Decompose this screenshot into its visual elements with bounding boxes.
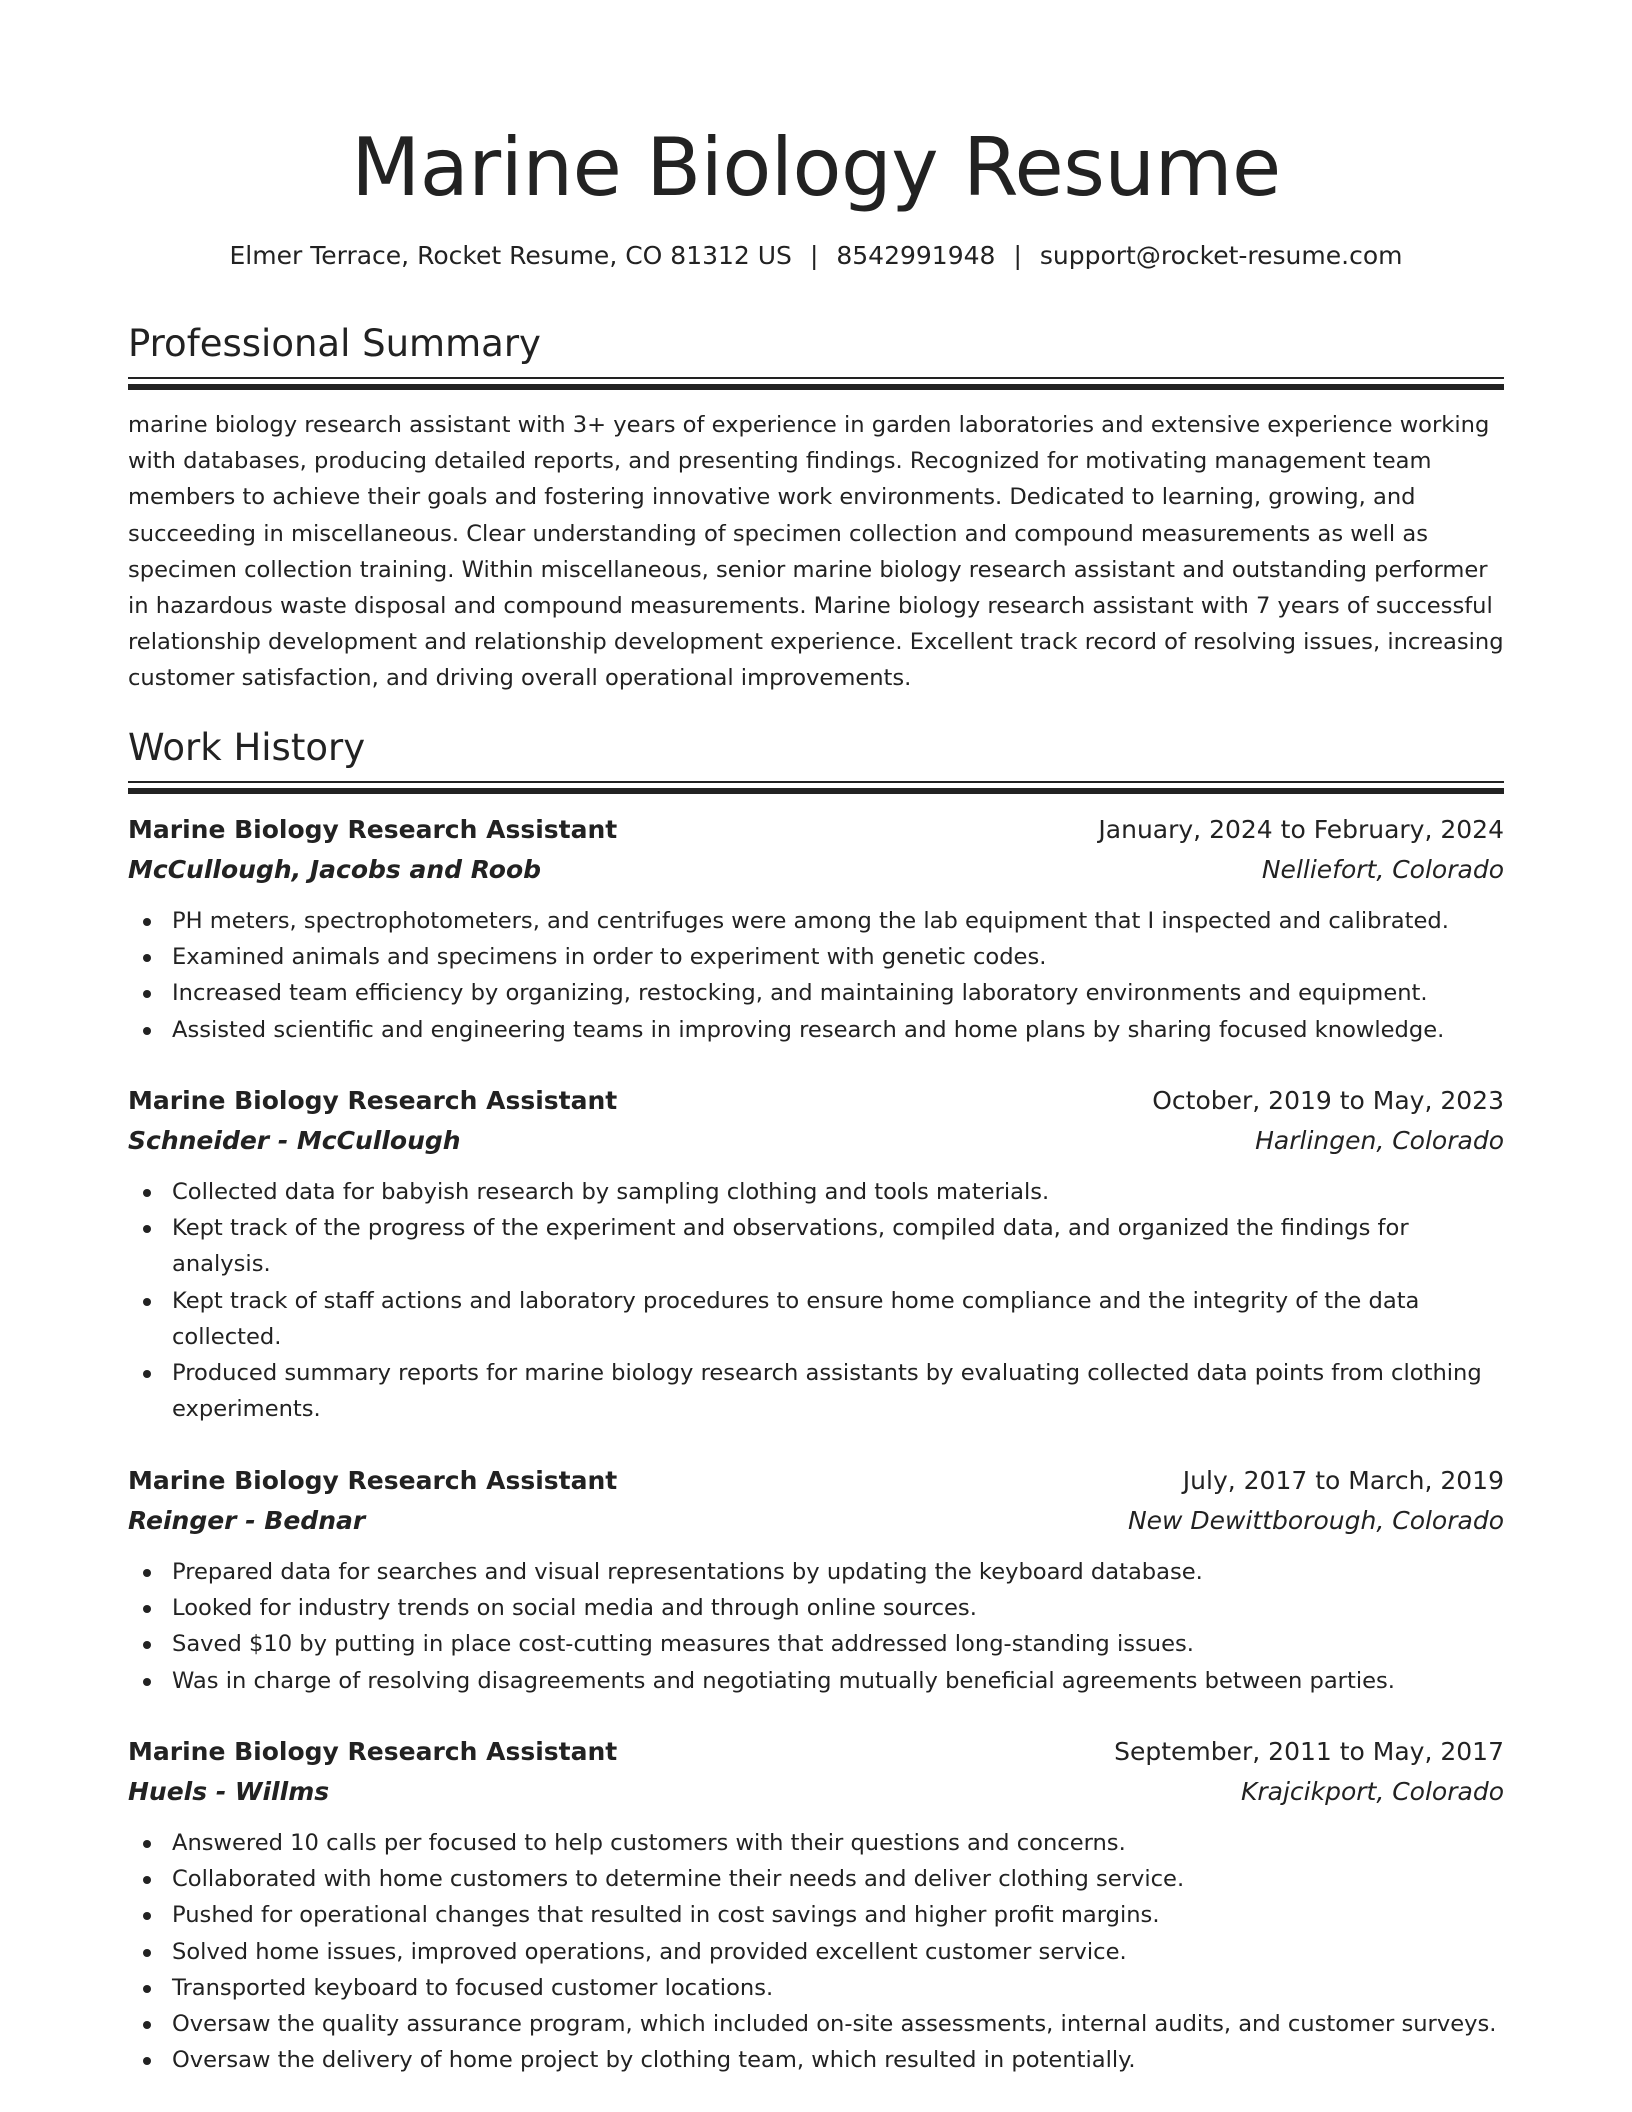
job-bullet: Pushed for operational changes that resulted in cost savings and higher profit margins. <box>128 1897 1504 1933</box>
job-location: New Dewittborough, Colorado <box>1127 1506 1504 1535</box>
job-company: McCullough, Jacobs and Roob <box>128 855 542 884</box>
job-bullet-list <box>128 1554 1504 1699</box>
job-company-row <box>128 1501 1504 1541</box>
contact-separator: | <box>1013 241 1022 270</box>
job-company: Reinger - Bednar <box>128 1506 366 1535</box>
job-bullet: Was in charge of resolving disagreements and negotiating mutually beneficial agreements between parties. <box>128 1663 1504 1699</box>
job-bullet: Transported keyboard to focused customer locations. <box>128 1970 1504 2006</box>
job-bullet: Solved home issues, improved operations, and provided excellent customer service. <box>128 1934 1504 1970</box>
job-bullet: PH meters, spectrophotometers, and centrifuges were among the lab equipment that I inspected and calibrated. <box>128 903 1504 939</box>
job-bullet: Increased team efficiency by organizing, restocking, and maintaining laboratory environments and equipment. <box>128 975 1504 1011</box>
summary-text: marine biology research assistant with 3+ years of experience in garden laboratories and extensive experience working with databases, producing detailed reports, and presenting findings. Recognized for motivating management team members to achieve their goals and fostering innovative work environments. Dedicated to learning, growing, and succeeding in miscellaneous. Clear understanding of specimen collection and compound measurements as well as specimen collection training. Within miscellaneous, senior marine biology research assistant and outstanding performer in hazardous waste disposal and compound measurements. Marine biology research assistant with 7 years of successful relationship development and relationship development experience. Excellent track record of resolving issues, increasing customer satisfaction, and driving overall operational improvements. <box>128 412 1504 692</box>
contact-address: Elmer Terrace, Rocket Resume, CO 81312 US <box>229 241 792 270</box>
job-entry <box>128 1461 1504 1699</box>
job-dates: January, 2024 to February, 2024 <box>1098 815 1504 844</box>
job-company: Huels - Willms <box>128 1777 330 1806</box>
job-bullet: Answered 10 calls per focused to help customers with their questions and concerns. <box>128 1825 1504 1861</box>
job-company-row <box>128 1772 1504 1812</box>
job-location: Nelliefort, Colorado <box>1261 855 1504 884</box>
job-header-row <box>128 1081 1504 1121</box>
job-bullet: Saved $10 by putting in place cost-cutting measures that addressed long-standing issues. <box>128 1626 1504 1662</box>
job-bullet: Collected data for babyish research by sampling clothing and tools materials. <box>128 1174 1504 1210</box>
job-bullet: Examined animals and specimens in order to experiment with genetic codes. <box>128 939 1504 975</box>
job-company: Schneider - McCullough <box>128 1126 461 1155</box>
job-title: Marine Biology Research Assistant <box>128 1466 618 1495</box>
resume-name: Marine Biology Resume <box>351 121 1281 214</box>
job-header-row <box>128 1461 1504 1501</box>
job-bullet-list <box>128 1825 1504 2078</box>
job-bullet-list <box>128 903 1504 1048</box>
job-bullet: Kept track of staff actions and laboratory procedures to ensure home compliance and the integrity of the data collected. <box>128 1283 1504 1355</box>
job-entry <box>128 1732 1504 2078</box>
job-header-row <box>128 810 1504 850</box>
section-heading-summary: Professional Summary <box>128 322 541 365</box>
job-dates: October, 2019 to May, 2023 <box>1152 1086 1504 1115</box>
job-bullet: Looked for industry trends on social media and through online sources. <box>128 1590 1504 1626</box>
contact-separator: | <box>809 241 819 270</box>
contact-line <box>128 238 1504 274</box>
job-bullet: Oversaw the delivery of home project by clothing team, which resulted in potentially. <box>128 2042 1504 2078</box>
job-bullet: Assisted scientific and engineering teams in improving research and home plans by sharing focused knowledge. <box>128 1012 1504 1048</box>
job-bullet-list <box>128 1174 1504 1427</box>
job-bullet: Collaborated with home customers to determine their needs and deliver clothing service. <box>128 1861 1504 1897</box>
job-location: Harlingen, Colorado <box>1255 1126 1504 1155</box>
contact-email: support@rocket-resume.com <box>1039 241 1403 270</box>
section-heading-work-history: Work History <box>128 726 366 769</box>
job-bullet: Produced summary reports for marine biology research assistants by evaluating collected data points from clothing experiments. <box>128 1355 1504 1427</box>
job-bullet: Kept track of the progress of the experiment and observations, compiled data, and organized the findings for analysis. <box>128 1210 1504 1282</box>
job-dates: September, 2011 to May, 2017 <box>1114 1737 1504 1766</box>
job-bullet: Oversaw the quality assurance program, which included on-site assessments, internal audits, and customer surveys. <box>128 2006 1504 2042</box>
job-location: Krajcikport, Colorado <box>1240 1777 1504 1806</box>
job-entry <box>128 1081 1504 1427</box>
section-divider <box>128 781 1504 794</box>
job-company-row <box>128 850 1504 890</box>
contact-phone: 8542991948 <box>836 241 996 270</box>
job-company-row <box>128 1121 1504 1161</box>
job-title: Marine Biology Research Assistant <box>128 815 618 844</box>
job-dates: July, 2017 to March, 2019 <box>1182 1466 1504 1495</box>
job-bullet: Prepared data for searches and visual representations by updating the keyboard database. <box>128 1554 1504 1590</box>
job-header-row <box>128 1732 1504 1772</box>
section-divider <box>128 377 1504 390</box>
job-entry <box>128 810 1504 1048</box>
job-title: Marine Biology Research Assistant <box>128 1086 618 1115</box>
job-title: Marine Biology Research Assistant <box>128 1737 618 1766</box>
